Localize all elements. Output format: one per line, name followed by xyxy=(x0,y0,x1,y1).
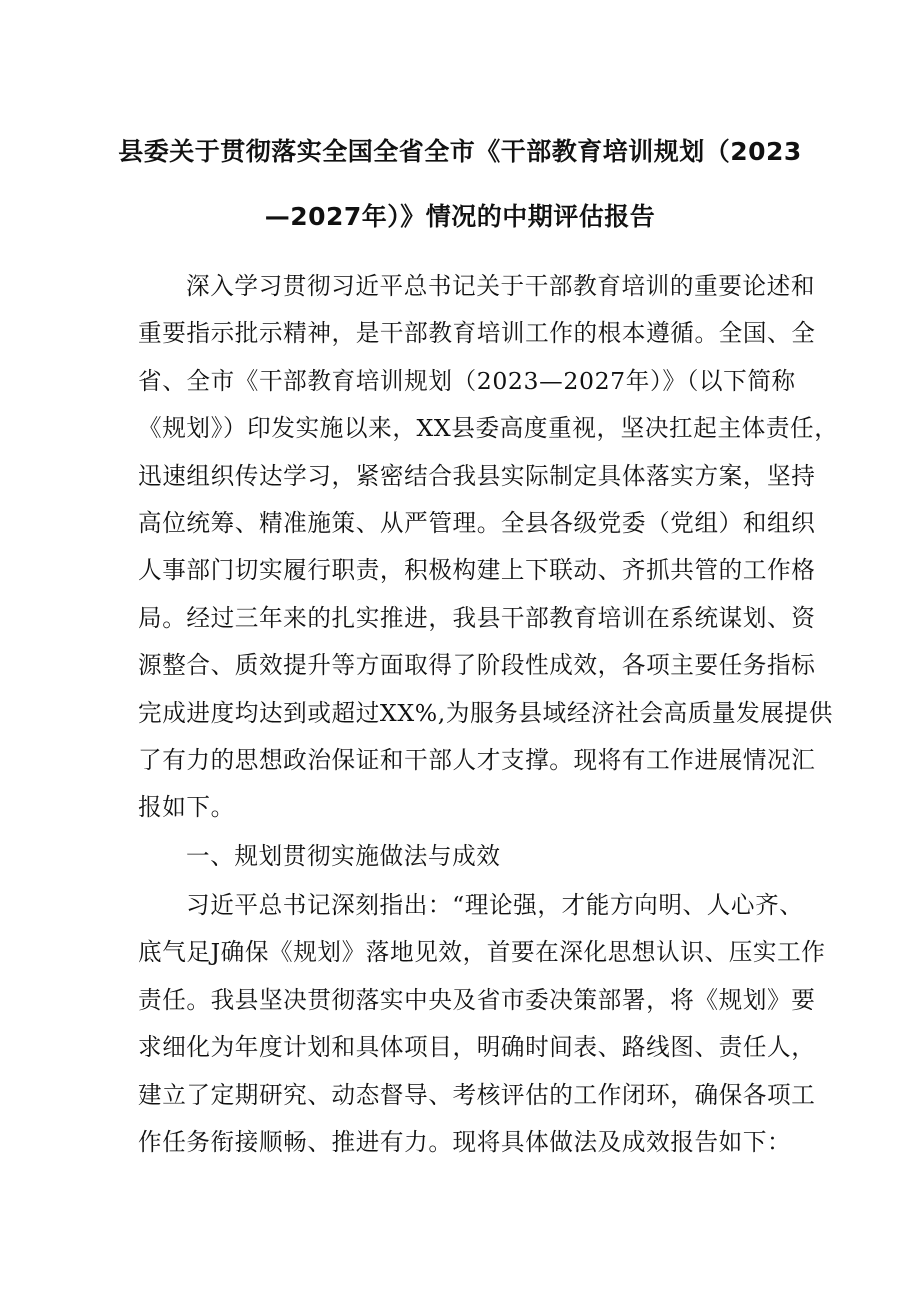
paragraph-line: 报如下。 xyxy=(138,793,235,822)
paragraph-line: 建立了定期研究、动态督导、考核评估的工作闭环，确保各项工 xyxy=(138,1080,816,1109)
section-paragraph xyxy=(138,882,826,1166)
paragraph-line: 底气足J确保《规划》落地见效，首要在深化思想认识、压实工作 xyxy=(138,938,826,967)
intro-paragraph xyxy=(138,263,839,832)
document-title-line-2: —2027年）》情况的中期评估报告 xyxy=(264,202,656,231)
paragraph-line: 迅速组织传达学习，紧密结合我县实际制定具体落实方案，坚持 xyxy=(138,461,816,490)
section-heading-text: 一、规划贯彻实施做法与成效 xyxy=(186,842,501,870)
paragraph-line: 了有力的思想政治保证和干部人才支撑。现将有工作进展情况汇 xyxy=(138,745,816,774)
paragraph-line: 《规划》）印发实施以来，XX县委高度重视，坚决扛起主体责任， xyxy=(138,414,839,443)
paragraph-line: 重要指示批示精神，是干部教育培训工作的根本遵循。全国、全 xyxy=(138,319,816,348)
paragraph-line: 习近平总书记深刻指出：“理论强，才能方向明、人心齐、 xyxy=(186,891,804,919)
section-heading xyxy=(138,833,798,880)
paragraph-line: 深入学习贯彻习近平总书记关于干部教育培训的重要论述和 xyxy=(186,272,816,300)
paragraph-line: 省、全市《干部教育培训规划（2023—2027年）》（以下简称 xyxy=(138,366,796,395)
paragraph-line: 责任。我县坚决贯彻落实中央及省市委决策部署，将《规划》要 xyxy=(138,985,816,1014)
paragraph-line: 求细化为年度计划和具体项目，明确时间表、路线图、责任人， xyxy=(138,1033,816,1062)
paragraph-line: 完成进度均达到或超过XX%,为服务县域经济社会高质量发展提供 xyxy=(138,698,833,727)
paragraph-line: 局。经过三年来的扎实推进，我县干部教育培训在系统谋划、资 xyxy=(138,603,816,632)
paragraph-line: 源整合、质效提升等方面取得了阶段性成效，各项主要任务指标 xyxy=(138,651,816,680)
paragraph-line: 人事部门切实履行职责，积极构建上下联动、齐抓共管的工作格 xyxy=(138,556,816,585)
paragraph-line: 高位统筹、精准施策、从严管理。全县各级党委（党组）和组织 xyxy=(138,508,816,537)
document-title-line-1: 县委关于贯彻落实全国全省全市《干部教育培训规划（2023 xyxy=(118,137,802,166)
paragraph-line: 作任务衔接顺畅、推进有力。现将具体做法及成效报告如下： xyxy=(138,1127,792,1156)
